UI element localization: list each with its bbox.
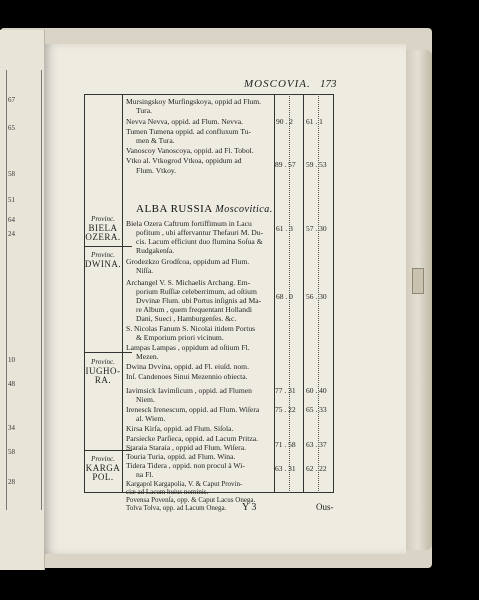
section-title xyxy=(136,203,273,215)
bookmark-tab xyxy=(412,268,424,294)
longitude-value: 68 . 0 xyxy=(276,292,293,301)
section-title-italic: Moscovitica. xyxy=(215,204,273,215)
entry-line: Tumen Tumena oppid. ad confluxum Tu- xyxy=(126,127,252,136)
latitude-value: 60 . 40 xyxy=(306,386,327,395)
left-number: 10 xyxy=(8,356,15,364)
latitude-value: 59 . 53 xyxy=(306,160,327,169)
entry-line: Tura. xyxy=(136,106,152,115)
left-number: 67 xyxy=(8,96,15,104)
entry-line: Biela Ozera Caftrum fortiffimum in Lacu xyxy=(126,219,252,228)
entry-line: pofitum , ubi affervantur Thefauri M. Du- xyxy=(136,228,264,237)
entry-line: Archangel V. S. Michaelis Archang. Em- xyxy=(126,278,251,287)
entry-line: Dwina Dvvina, oppid. ad Fl. eiuſd. nom. xyxy=(126,362,249,371)
entry-line: Vanoscoy Vanoscoya, oppid. ad Fl. Tobol. xyxy=(126,146,254,155)
longitude-value: 63 . 31 xyxy=(275,464,296,473)
province-name: BIELA OZERA. xyxy=(85,223,121,242)
entry-line: & Emporium priori vicinum. xyxy=(136,333,224,342)
entry-line: Niem. xyxy=(136,395,155,404)
signature-mark: Y 3 xyxy=(242,502,257,513)
entry-line: Staraia Staraia , oppid ad Flum. Wiſera. xyxy=(126,443,246,452)
province-label: Provinc. xyxy=(91,358,115,366)
left-number: 64 xyxy=(8,216,15,224)
province-label: Provinc. xyxy=(91,215,115,223)
province-biela-ozera xyxy=(84,214,122,242)
latitude-value: 65 . 33 xyxy=(306,405,327,414)
entry-line: Dani, Sueci , Hamburgenſes. &c. xyxy=(136,314,237,323)
entry-line: al. Wiem. xyxy=(136,414,166,423)
left-page-rules xyxy=(6,70,42,510)
entry-line: men & Tura. xyxy=(136,136,175,145)
catchword: Ous- xyxy=(316,502,334,512)
entry-line: Dvvinæ Flum. ubi Portus inſignis ad Ma- xyxy=(136,296,262,305)
latitude-value: 57 . 30 xyxy=(306,224,327,233)
left-page xyxy=(0,30,45,570)
entry-line: re Album , quem frequentant Hollandi xyxy=(136,305,252,314)
longitude-value: 77 . 31 xyxy=(275,386,296,395)
entry-line: na Fl. xyxy=(136,470,154,479)
entry-line: S. Nicolas Fanum S. Nicolai itidem Portus xyxy=(126,324,256,333)
province-dwina xyxy=(84,250,122,269)
longitude-value: 61 . 3 xyxy=(276,224,293,233)
latitude-value: 63 . 37 xyxy=(306,440,327,449)
province-kargapol xyxy=(84,454,122,482)
page-header xyxy=(44,78,406,94)
longitude-value: 71 . 58 xyxy=(275,440,296,449)
province-label: Provinc. xyxy=(91,455,115,463)
entry-line: porium Ruſſiæ celeberrimum, ad oſtium xyxy=(136,287,257,296)
column-rule xyxy=(122,94,123,493)
page-number: 173 xyxy=(320,78,337,90)
entry-line: Iavimsick Iavimſicum , oppid. ad Flumen xyxy=(126,386,252,395)
row-rule xyxy=(84,352,132,353)
latitude-value: 62 . 22 xyxy=(306,464,327,473)
entry-line: Kargapol Kargapolia, V. & Caput Provin- ciæ ad Lacum huius nominis. Povensa Povenſa, opp. & Caput Lacus Onega. Tolva Tolva, opp. ad Lacum Onega. xyxy=(126,480,256,512)
left-number: 58 xyxy=(8,448,15,456)
longitude-value: 90 . 2 xyxy=(276,117,293,126)
left-number: 24 xyxy=(8,230,15,238)
left-number: 28 xyxy=(8,478,15,486)
province-name: KARGA POL. xyxy=(85,463,121,482)
section-title-main: ALBA RUSSIA xyxy=(136,203,213,215)
province-name: DWINA. xyxy=(84,259,122,269)
entry-line: Inſ. Candenoes Sinui Mezennio obiecta. xyxy=(126,372,248,381)
left-number: 65 xyxy=(8,124,15,132)
entry-line: Mezen. xyxy=(136,352,159,361)
entry-line: Tidera Tidera , oppid. non procul à Wi- xyxy=(126,461,245,470)
entry-line: Niſſa. xyxy=(136,266,154,275)
column-rule xyxy=(303,94,304,493)
entry-line: cis. Lacum efficiunt duo flumina Soſua & xyxy=(136,237,263,246)
longitude-value: 75 . 22 xyxy=(275,405,296,414)
entry-line: Irenesck Irenescum, oppid. ad Flum. Wiſera xyxy=(126,405,260,414)
left-number: 34 xyxy=(8,424,15,432)
entry-line: Grodezkzo Grodſcoa, oppidum ad Flum. xyxy=(126,257,250,266)
left-number: 48 xyxy=(8,380,15,388)
entry-line: Lampas Lampas , oppidum ad oſtium Fl. xyxy=(126,343,250,352)
entry-line: Vtko al. Vtkogrod Vtkoa, oppidum ad xyxy=(126,156,242,165)
longitude-value: 89 . 57 xyxy=(275,160,296,169)
left-number: 51 xyxy=(8,196,15,204)
province-iughora xyxy=(84,357,122,385)
entry-line: Flum. Vtkoy. xyxy=(136,166,177,175)
row-rule xyxy=(84,246,132,247)
left-number: 58 xyxy=(8,170,15,178)
row-rule xyxy=(84,450,132,451)
province-name: IUGHO-RA. xyxy=(85,366,121,385)
page-edges xyxy=(404,50,432,550)
latitude-value: 56 . 30 xyxy=(306,292,327,301)
entry-line: Touria Turia, oppid. ad Flum. Wina. xyxy=(126,452,236,461)
entry-line: Mursingskoy Murfingskoya, oppid ad Flum. xyxy=(126,97,262,106)
latitude-value: 61 . 1 xyxy=(306,117,323,126)
entry-line: Rudgakenſa. xyxy=(136,246,175,255)
entry-line: Kirsa Kirſa, oppid. ad Flum. Siſola. xyxy=(126,424,234,433)
running-title: MOSCOVIA. xyxy=(244,78,311,90)
entry-line: Nevva Nevva, oppid. ad Flum. Nevva. xyxy=(126,117,244,126)
province-label: Provinc. xyxy=(91,251,115,259)
entry-line: Parsiecke Parſieca, oppid. ad Lacum Pritza. xyxy=(126,434,258,443)
